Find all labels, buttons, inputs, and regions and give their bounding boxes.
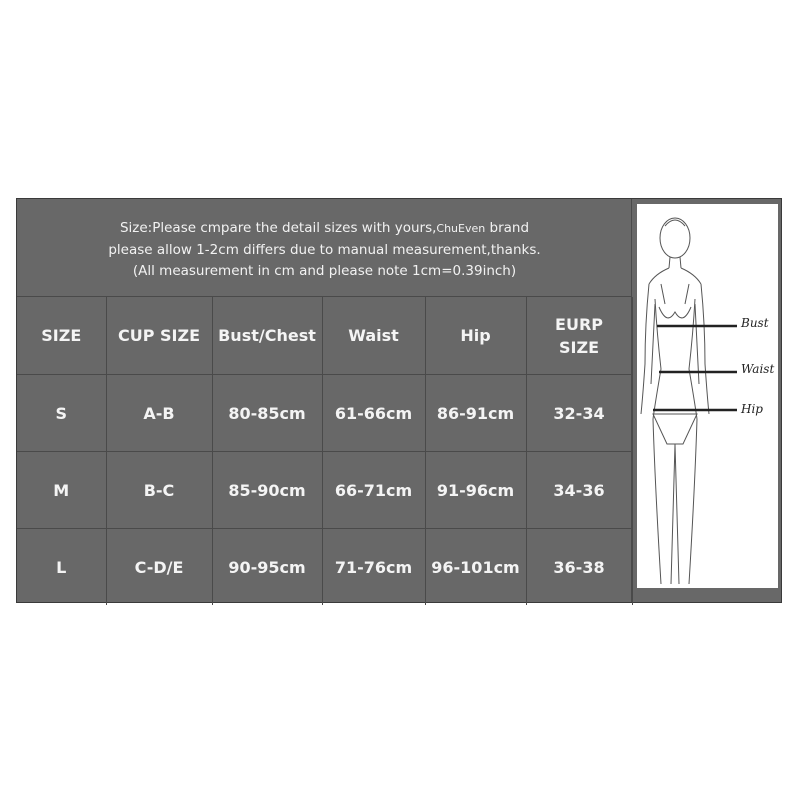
table-header-row [17,297,632,375]
table-row [17,375,632,452]
body-figure-illustration [637,204,778,588]
cell-size: M [17,452,106,529]
measurement-figure-panel [631,199,782,602]
cell-waist: 61-66cm [322,375,425,452]
note-line-1-suffix: brand [485,220,530,236]
cell-cup-size: B-C [106,452,212,529]
cell-eurp-size: 32-34 [526,375,632,452]
brand-name: ChuEven [436,222,486,235]
cell-size: S [17,375,106,452]
table-row [17,452,632,529]
cell-eurp-size: 36-38 [526,529,632,606]
header-size: SIZE [17,297,106,375]
cell-eurp-size: 34-36 [526,452,632,529]
header-eurp: EURP [555,314,603,334]
cell-bust: 90-95cm [212,529,322,606]
note-line-1 [17,218,632,240]
header-cup-size: CUP SIZE [106,297,212,375]
cell-hip: 86-91cm [425,375,526,452]
cell-bust: 85-90cm [212,452,322,529]
note-line-3: (All measurement in cm and please note 1cm=0.39inch) [132,263,517,279]
body-figure-icon [637,204,778,588]
figure-label-waist: Waist [741,362,775,376]
size-note [17,199,632,297]
figure-label-hip: Hip [741,402,763,416]
cell-waist: 66-71cm [322,452,425,529]
header-hip: Hip [425,297,526,375]
table-row [17,529,632,606]
size-chart [16,198,782,603]
cell-cup-size: C-D/E [106,529,212,606]
note-line-1-text: Size:Please cmpare the detail sizes with yours, [119,220,437,236]
figure-label-bust: Bust [741,316,769,330]
cell-hip: 91-96cm [425,452,526,529]
header-waist: Waist [322,297,425,375]
cell-bust: 80-85cm [212,375,322,452]
cell-waist: 71-76cm [322,529,425,606]
cell-hip: 96-101cm [425,529,526,606]
header-eurp-size-label: SIZE [558,337,599,357]
size-table [17,297,633,605]
header-bust-chest: Bust/Chest [212,297,322,375]
header-eurp-size [526,297,632,375]
cell-size: L [17,529,106,606]
note-line-2: please allow 1-2cm differs due to manual measurement,thanks. [108,241,541,258]
cell-cup-size: A-B [106,375,212,452]
